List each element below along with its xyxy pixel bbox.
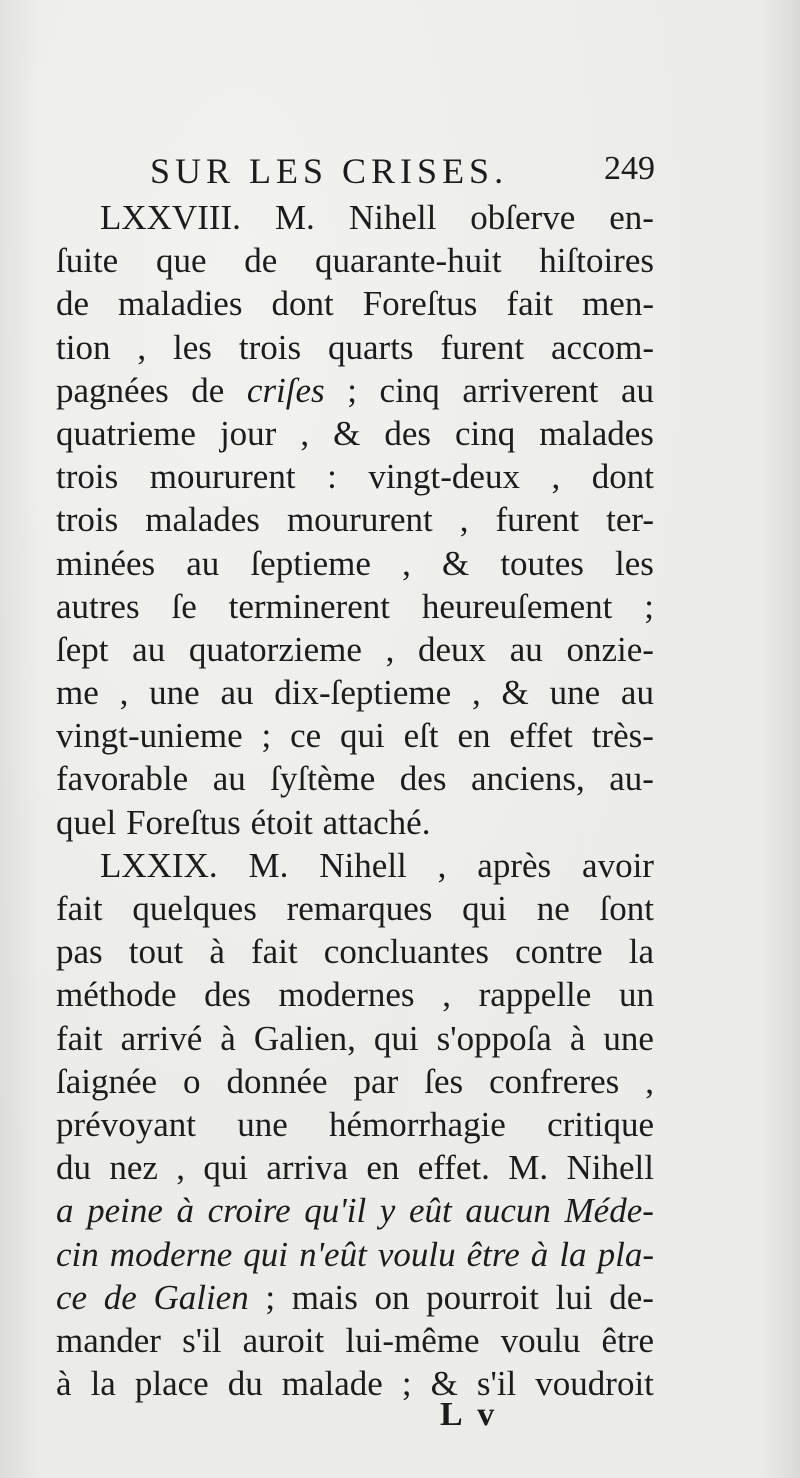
- text-word: arrivé: [120, 1018, 203, 1058]
- text-line: [56, 671, 654, 714]
- text-word: être: [466, 1234, 520, 1274]
- text-word: qui: [373, 1018, 419, 1058]
- text-word: moderne: [109, 1234, 233, 1274]
- text-word: quatrieme: [56, 413, 196, 453]
- page-header: [150, 150, 655, 194]
- text-word: malades: [145, 500, 260, 540]
- text-word: ,: [402, 543, 411, 583]
- text-word: toutes: [500, 543, 584, 583]
- text-line: [56, 326, 654, 369]
- text-word: deux: [418, 629, 487, 669]
- text-word: quel: [56, 802, 117, 842]
- text-word: de: [191, 370, 225, 410]
- text-word: Méde-: [564, 1191, 654, 1231]
- text-word: pagnées: [56, 370, 169, 410]
- text-word: ,: [471, 673, 481, 713]
- text-word: hiſtoires: [539, 241, 654, 281]
- text-word: du: [227, 1364, 263, 1404]
- text-word: &: [430, 1364, 458, 1404]
- text-word: a: [56, 1191, 74, 1231]
- text-word: vingt-deux: [368, 457, 520, 497]
- text-word: dix-ſeptieme: [274, 673, 452, 713]
- text-line: [56, 714, 654, 757]
- text-word: ,: [645, 1061, 654, 1101]
- text-word: les: [615, 543, 654, 583]
- text-word: de: [56, 284, 90, 324]
- text-word: s'oppoſa: [436, 1018, 552, 1058]
- text-line: [56, 1189, 654, 1232]
- text-word: qu'il: [304, 1191, 367, 1231]
- text-line: [56, 1362, 654, 1405]
- text-word: Nihell: [319, 845, 407, 885]
- text-word: cin: [56, 1234, 99, 1274]
- text-word: une: [149, 673, 200, 713]
- text-word: à: [56, 1364, 72, 1404]
- text-word: fait: [251, 932, 298, 972]
- text-word: la: [628, 932, 654, 972]
- text-word: &: [333, 413, 361, 453]
- text-line: [56, 412, 654, 455]
- text-word: &: [501, 673, 529, 713]
- text-line: [56, 498, 654, 541]
- text-line: [56, 282, 654, 325]
- text-word: furent: [495, 500, 580, 540]
- text-word: en: [366, 1148, 400, 1188]
- text-word: trois: [56, 457, 119, 497]
- text-word: heureuſement: [421, 586, 613, 626]
- text-word: :: [327, 457, 337, 497]
- text-word: une: [603, 1018, 654, 1058]
- text-word: trois: [56, 500, 119, 540]
- text-word: ;: [265, 1277, 276, 1317]
- text-word: méthode: [56, 975, 177, 1015]
- text-word: favorable: [56, 759, 189, 799]
- text-word: en-: [609, 198, 654, 237]
- text-word: malade: [281, 1364, 383, 1404]
- text-word: autres: [56, 586, 140, 626]
- text-word: Foreſtus: [362, 284, 478, 324]
- text-word: des: [384, 413, 431, 453]
- text-word: nez: [109, 1148, 158, 1188]
- text-line: [56, 196, 654, 239]
- text-word: Nihell: [348, 198, 437, 237]
- text-word: Nihell: [566, 1148, 654, 1188]
- text-word: aucun: [465, 1191, 551, 1231]
- text-line: [56, 1060, 654, 1103]
- text-word: voudroit: [535, 1364, 654, 1404]
- text-word: ,: [437, 845, 447, 885]
- text-word: auroit: [242, 1320, 325, 1360]
- text-line: [56, 973, 654, 1016]
- page-number: 249: [604, 150, 655, 187]
- text-word: ;: [644, 586, 654, 626]
- text-word: effet: [509, 716, 573, 756]
- text-word: ,: [119, 673, 129, 713]
- text-word: attaché.: [322, 802, 431, 842]
- text-word: cinq: [454, 413, 516, 453]
- text-line: [56, 801, 654, 844]
- text-word: furent: [440, 327, 525, 367]
- running-title: SUR LES CRISES.: [150, 151, 509, 191]
- text-word: Galien,: [253, 1018, 356, 1058]
- text-word: quelques: [132, 889, 257, 928]
- text-word: cinq: [379, 370, 440, 410]
- text-word: ſeptieme: [250, 543, 371, 583]
- text-word: ce: [290, 716, 322, 756]
- text-word: moururent: [149, 457, 296, 497]
- text-word: tout: [128, 932, 184, 972]
- text-word: dont: [271, 284, 334, 324]
- text-word: à: [209, 932, 225, 972]
- text-word: ,: [385, 629, 395, 669]
- text-word: me: [56, 673, 99, 713]
- text-line: [56, 1103, 654, 1146]
- text-word: Galien: [153, 1277, 249, 1317]
- text-word: ,: [459, 500, 469, 540]
- text-word: ,: [176, 1148, 185, 1188]
- text-word: qui: [462, 889, 507, 928]
- text-word: ;: [401, 1364, 412, 1404]
- text-word: au: [132, 629, 166, 669]
- text-word: arriva: [266, 1148, 348, 1188]
- text-line: [56, 585, 654, 628]
- text-word: mais: [291, 1277, 358, 1317]
- text-word: malades: [539, 413, 654, 453]
- text-word: onzie-: [566, 629, 654, 669]
- text-word: ,: [442, 975, 451, 1015]
- text-word: de-: [609, 1277, 654, 1317]
- text-word: y: [379, 1191, 396, 1231]
- text-word: au: [212, 759, 246, 799]
- text-word: ,: [137, 327, 147, 367]
- text-word: M.: [248, 845, 289, 885]
- text-word: anciens,: [471, 759, 585, 799]
- text-word: ter-: [606, 500, 654, 540]
- text-line: [56, 628, 654, 671]
- text-word: Foreſtus: [126, 802, 241, 842]
- text-word: &: [441, 543, 470, 583]
- text-word: par: [353, 1061, 399, 1101]
- text-word: mander: [56, 1320, 161, 1360]
- text-word: contre: [515, 932, 603, 972]
- text-word: eût: [408, 1191, 452, 1231]
- text-word: quatorzieme: [188, 629, 362, 669]
- text-line: [56, 887, 654, 930]
- text-word: la: [559, 1234, 587, 1274]
- text-word: maladies: [118, 284, 243, 324]
- text-word: que: [155, 241, 207, 281]
- text-word: de: [103, 1277, 137, 1317]
- text-word: hémorrhagie: [328, 1104, 506, 1144]
- text-word: voulu: [500, 1320, 581, 1360]
- text-word: o: [183, 1061, 201, 1101]
- text-word: ce: [56, 1277, 88, 1317]
- text-word: ne: [536, 889, 570, 928]
- text-word: terminerent: [228, 586, 390, 626]
- text-word: ;: [347, 370, 357, 410]
- text-word: ;: [261, 716, 272, 756]
- text-word: au: [620, 673, 654, 713]
- text-word: à: [220, 1018, 236, 1058]
- text-word: quarts: [328, 327, 414, 367]
- signature-mark: L v: [440, 1396, 499, 1433]
- text-word: donnée: [226, 1061, 328, 1101]
- text-word: à: [530, 1234, 549, 1274]
- text-word: un: [618, 975, 654, 1015]
- text-word: qui: [340, 716, 385, 756]
- text-line: [56, 844, 654, 887]
- text-word: M.: [274, 198, 315, 237]
- text-word: jour: [219, 413, 277, 453]
- text-word: vingt-unieme: [56, 716, 243, 756]
- text-word: s'il: [182, 1320, 222, 1360]
- text-word: trois: [238, 327, 302, 367]
- text-word: peine: [87, 1191, 163, 1231]
- text-word: M.: [508, 1148, 549, 1188]
- text-word: place: [134, 1364, 209, 1404]
- text-word: ſyſtème: [270, 759, 376, 799]
- text-word: avoir: [582, 845, 654, 885]
- text-word: ſaignée: [56, 1061, 158, 1101]
- text-word: pas: [56, 932, 103, 972]
- text-word: qui: [243, 1234, 289, 1274]
- text-word: à: [176, 1191, 195, 1231]
- text-word: la: [90, 1364, 116, 1404]
- text-line: [56, 1233, 654, 1276]
- text-word: une: [549, 673, 601, 713]
- text-word: les: [173, 327, 212, 367]
- text-word: criſes: [246, 370, 325, 410]
- text-word: fait: [506, 284, 554, 324]
- text-word: ,: [551, 457, 561, 497]
- text-word: ,: [300, 413, 310, 453]
- text-word: voulu: [377, 1234, 456, 1274]
- text-word: de: [244, 241, 278, 281]
- text-word: qui: [203, 1148, 249, 1188]
- text-line: [56, 1146, 654, 1189]
- text-word: on: [374, 1277, 410, 1317]
- text-word: des: [204, 975, 251, 1015]
- text-word: minées: [56, 543, 156, 583]
- text-word: en: [457, 716, 491, 756]
- text-word: LXXVIII.: [100, 198, 241, 237]
- text-word: rappelle: [478, 975, 592, 1015]
- text-line: [56, 757, 654, 800]
- text-word: fait: [56, 889, 103, 928]
- text-word: des: [399, 759, 447, 799]
- text-line: [56, 369, 654, 412]
- text-word: concluantes: [323, 932, 490, 972]
- text-word: au: [620, 370, 654, 410]
- text-word: pla-: [597, 1234, 654, 1274]
- text-word: n'eût: [299, 1234, 367, 1274]
- text-word: une: [237, 1104, 288, 1144]
- text-line: [56, 930, 654, 973]
- text-word: quarante-huit: [314, 241, 502, 281]
- text-word: ſept: [56, 629, 109, 669]
- text-word: accom-: [550, 327, 654, 367]
- text-word: lui: [555, 1277, 593, 1317]
- text-line: [56, 1276, 654, 1319]
- text-word: critique: [547, 1104, 654, 1144]
- text-word: fait: [56, 1018, 103, 1058]
- body-text: [56, 196, 654, 1405]
- text-word: au: [509, 629, 543, 669]
- text-word: étoit: [250, 802, 313, 842]
- text-line: [56, 455, 654, 498]
- text-word: tion: [56, 327, 111, 367]
- text-word: au: [220, 673, 254, 713]
- text-line: [56, 1319, 654, 1362]
- text-word: au-: [609, 759, 654, 799]
- text-word: du: [56, 1148, 91, 1188]
- text-word: eſt: [403, 716, 439, 756]
- text-word: prévoyant: [56, 1104, 196, 1144]
- text-word: moururent: [286, 500, 433, 540]
- text-word: ſuite: [56, 241, 119, 281]
- text-word: après: [477, 845, 552, 885]
- text-word: ſont: [599, 889, 654, 928]
- text-word: effet.: [417, 1148, 490, 1188]
- text-word: obſerve: [470, 198, 576, 237]
- text-word: ſe: [171, 586, 197, 626]
- text-word: pourroit: [426, 1277, 539, 1317]
- text-word: dont: [591, 457, 654, 497]
- text-word: LXXIX.: [100, 845, 218, 885]
- text-word: modernes: [278, 975, 415, 1015]
- text-word: croire: [207, 1191, 291, 1231]
- text-word: lui-même: [345, 1320, 480, 1360]
- text-word: confreres: [489, 1061, 620, 1101]
- text-word: s'il: [476, 1364, 517, 1404]
- text-line: [56, 239, 654, 282]
- text-word: à: [569, 1018, 586, 1058]
- text-word: au: [186, 543, 220, 583]
- text-line: [56, 1017, 654, 1060]
- text-word: men-: [582, 284, 654, 324]
- text-word: remarques: [286, 889, 433, 928]
- text-line: [56, 542, 654, 585]
- text-word: arriverent: [462, 370, 599, 410]
- text-word: ſes: [424, 1061, 464, 1101]
- text-word: très-: [591, 716, 654, 756]
- text-word: être: [601, 1320, 654, 1360]
